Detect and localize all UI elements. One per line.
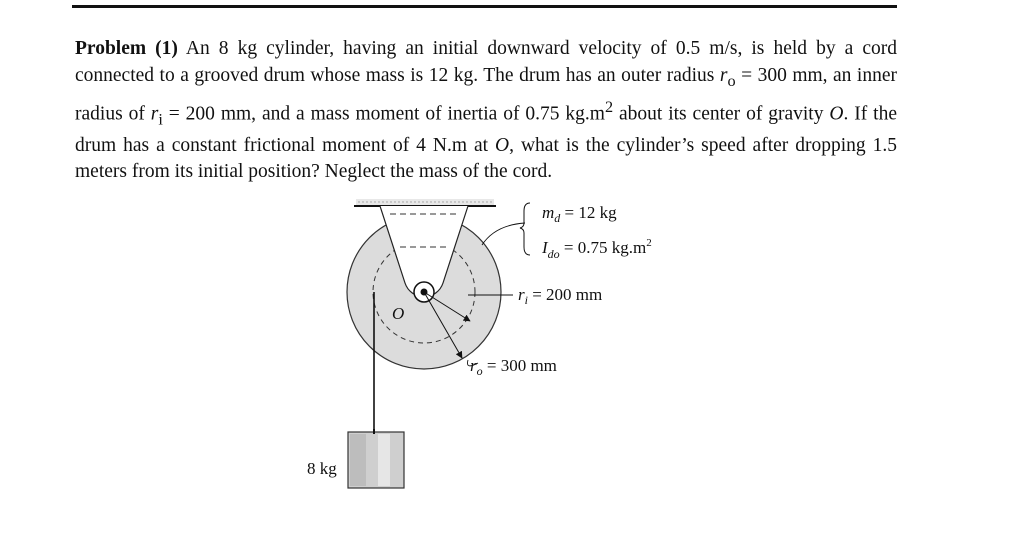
ri-fig-symbol: r bbox=[518, 285, 525, 304]
problem-text-4: about its center of gravity bbox=[613, 103, 830, 125]
ri-fig-subscript: i bbox=[524, 293, 528, 307]
md-symbol: m bbox=[542, 203, 555, 222]
ro-fig-subscript: o bbox=[476, 364, 483, 378]
drum-diagram bbox=[290, 185, 710, 505]
ido-subscript: do bbox=[547, 247, 560, 261]
md-leader bbox=[482, 223, 525, 245]
ri-symbol: r bbox=[150, 103, 159, 125]
ri-label bbox=[518, 285, 602, 307]
ri-subscript: i bbox=[158, 110, 163, 129]
problem-text-3: = 200 mm, and a mass moment of inertia of 0.75 kg.m bbox=[162, 103, 605, 125]
ro-label bbox=[470, 356, 557, 378]
problem-statement bbox=[75, 36, 897, 186]
problem-text-2: = 300 mm, an inner radius of bbox=[75, 64, 897, 125]
problem-text-1: An 8 kg cylinder, having an initial downward velocity of 0.5 m/s, is held by a cord connected to a grooved drum whose mass is 12 kg. The drum has an outer radius bbox=[75, 38, 897, 86]
md-label bbox=[542, 203, 617, 225]
ido-value: = 0.75 kg.m bbox=[559, 238, 647, 257]
cylinder-highlight bbox=[378, 434, 390, 486]
ceiling bbox=[356, 199, 494, 205]
squared-superscript: 2 bbox=[604, 97, 614, 116]
mass-label: 8 kg bbox=[307, 459, 337, 478]
problem-text-5: . If the drum has a constant frictional moment of 4 N.m at bbox=[75, 103, 897, 156]
ido-superscript: 2 bbox=[646, 237, 652, 249]
ido-label bbox=[541, 237, 652, 261]
ro-fig-symbol: r bbox=[470, 356, 477, 375]
ro-symbol: r bbox=[719, 64, 728, 86]
ro-fig-value: = 300 mm bbox=[482, 356, 557, 375]
center-o-label: O bbox=[392, 304, 405, 323]
md-value: = 12 kg bbox=[560, 203, 617, 222]
ri-fig-value: = 200 mm bbox=[527, 285, 603, 304]
ro-subscript: o bbox=[727, 71, 736, 90]
brace bbox=[520, 203, 530, 255]
o-symbol: O bbox=[829, 103, 844, 125]
o-symbol-2: O bbox=[495, 134, 510, 156]
problem-heading: Problem (1) bbox=[75, 38, 178, 59]
ido-symbol: I bbox=[542, 238, 548, 257]
cylinder-shade bbox=[350, 434, 366, 486]
md-subscript: d bbox=[554, 211, 561, 225]
problem-text-6: , what is the cylinder’s speed after dropping 1.5 meters from its initial position? Neglect the mass of the cord. bbox=[75, 134, 897, 183]
top-rule bbox=[72, 5, 897, 8]
